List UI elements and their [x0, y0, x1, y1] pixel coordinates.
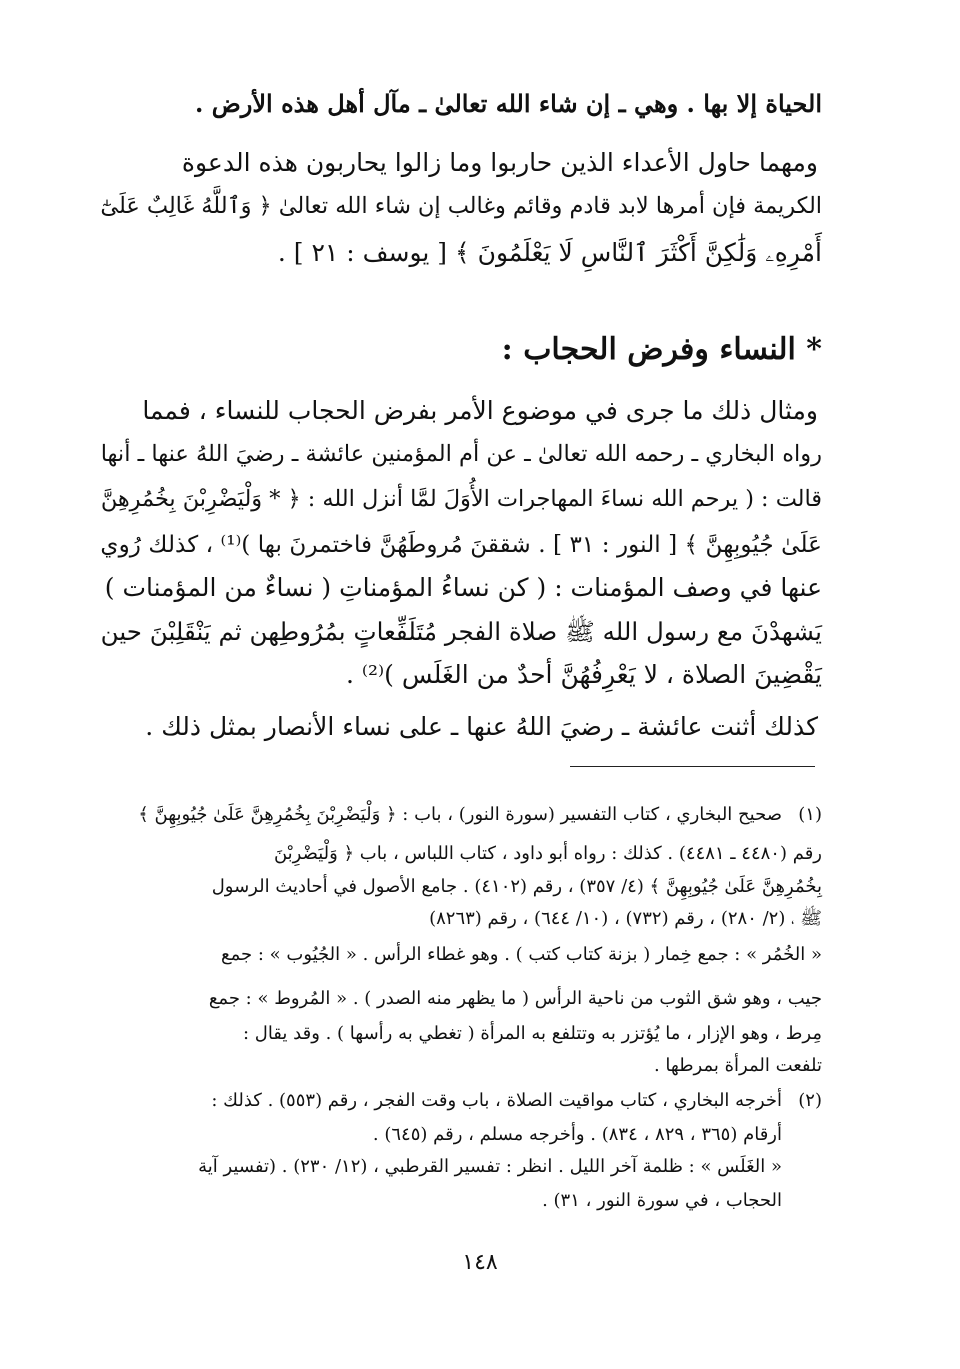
footnote-number: (٢)	[798, 1090, 822, 1111]
section-heading: * النساء وفرض الحجاب :	[501, 332, 822, 367]
text-line: أَمْرِهِۦ وَلَٰكِنَّ أَكْثَرَ ٱلنَّاسِ لَا يَعْلَمُونَ ﴾ [ يوسف : ٢١ ] .	[277, 238, 822, 267]
text-line: الحياة إلا بها . وهي ـ إن شاء الله تعالىٰ ـ مآل أهل هذه الأرض .	[195, 89, 822, 118]
footnote-number: (١)	[798, 804, 822, 825]
footnote-line: مِرط ، وهو الإزار ، ما يُؤتزر به وتتلفع به المرأة ( تغطي به رأسها ) . وقد يقال :	[242, 1023, 822, 1044]
text-line: ومهما حاول الأعداء الذين حاربوا وما زالوا يحاربون هذه الدعوة	[181, 148, 818, 177]
text-line: يَقْضِينَ الصلاة ، لا يَعْرِفُهُنَّ أحدٌ من الغَلَس )⁽²⁾ .	[345, 660, 822, 689]
text-line: ومثال ذلك ما جرى في موضوع الأمر بفرض الحجاب للنساء ، فمما	[142, 396, 818, 425]
text-line: عنها في وصف المؤمنات : ( كن نساءُ المؤمناتِ ( نساءٌ من المؤمنات )	[104, 573, 822, 602]
footnote-line: الحجاب ، في سورة النور ، ٣١) .	[542, 1190, 782, 1211]
footnote-line: صحيح البخاري ، كتاب التفسير (سورة النور) ، باب : ﴿ وَلْيَضْرِبْنَ بِخُمُرِهِنَّ عَلَىٰ جُيُوبِهِنَّ ﴾	[138, 804, 782, 825]
footnote-line: بِخُمُرِهِنَّ عَلَىٰ جُيُوبِهِنَّ ﴾ (٤/ ٣٥٧) ، رقم (٤١٠٢) . جامع الأصول في أحاديث الرسول	[211, 876, 822, 897]
text-line: عَلَىٰ جُيُوبِهِنَّ ﴾ [ النور : ٣١ ] . شققنَ مُروطَهُنَّ فاختمرنَ بها )⁽¹⁾ ، كذلك رُوي	[100, 531, 822, 558]
text-line: الكريمة فإن أمرها لابد قادم وقائم وغالب إن شاء الله تعالىٰ ﴿ وَٱللَّهُ غَالِبٌ عَلَىٰٓ	[100, 193, 822, 219]
text-line: رواه البخاري ـ رحمه الله تعالىٰ ـ عن أم المؤمنين عائشة ـ رضيَ اللهُ عنها ـ أنها	[100, 441, 822, 467]
footnote-line: أرقام (٣٦٥ ، ٨٢٩ ، ٨٣٤) . وأخرجه مسلم ، رقم (٦٤٥) .	[372, 1124, 782, 1145]
footnote-line: ﷺ ، (٢/ ٢٨٠) ، رقم (٧٣٢) ، (١٠/ ٦٤٤) ، رقم (٨٢٦٣)	[429, 908, 822, 929]
footnote-divider	[570, 766, 815, 767]
footnote-line: أخرجه البخاري ، كتاب مواقيت الصلاة ، باب وقت الفجر ، رقم (٥٥٣) . كذلك :	[211, 1090, 782, 1111]
footnote-line: « الغَلَس » : ظلمة آخر الليل . انظر : تفسير القرطبي ، (١٢/ ٢٣٠) . (تفسير آية	[198, 1156, 782, 1177]
text-line: يَشهدْنَ مع رسول الله ﷺ صلاة الفجر مُتَلَفِّعاتٍ بمُرُوطِهن ثم يَنْقَلِبْنَ حين	[100, 617, 822, 646]
footnote-line: تلفعت المرأة بمرطها .	[653, 1055, 822, 1076]
text-line: كذلك أثنت عائشة ـ رضيَ اللهُ عنها ـ على نساء الأنصار بمثل ذلك .	[145, 712, 818, 741]
footnote-line: جيب ، وهو شق الثوب من ناحية الرأس ( ما يظهر منه الصدر ) . « المُروط » : جمع	[208, 988, 822, 1009]
footnote-line: رقم (٤٤٨٠ ـ ٤٤٨١) . كذلك : رواه أبو داود ، كتاب اللباس ، باب ﴿ وَلْيَضْرِبْنَ	[273, 843, 822, 864]
page-number: ١٤٨	[462, 1250, 498, 1275]
text-line: قالت : ( يرحم الله نساءَ المهاجرات الأُوَلَ لمَّا أنزل الله : ﴿ * وَلْيَضْرِبْنَ بِخُمُرِهِنَّ	[100, 486, 822, 512]
footnote-line: « الخُمُر » : جمع خِمار ( بزنة كتاب كتب ) . وهو غطاء الرأس . « الجُيُوب » : جمع	[221, 944, 822, 965]
